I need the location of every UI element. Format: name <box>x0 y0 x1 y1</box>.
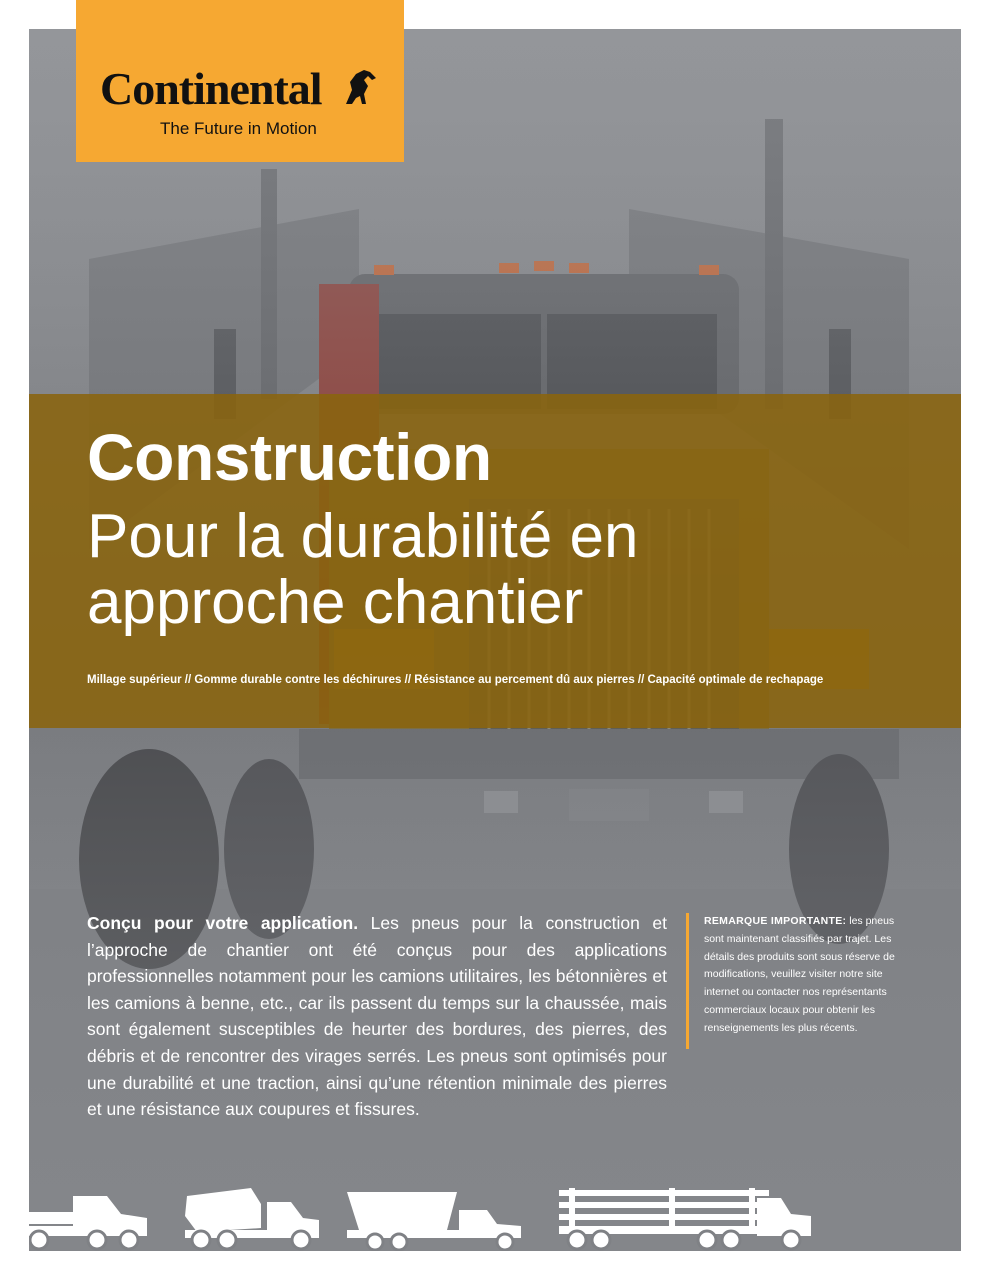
dump-truck-icon <box>347 1192 521 1250</box>
concrete-mixer-icon <box>185 1188 319 1249</box>
description-lead: Conçu pour votre application. <box>87 913 359 933</box>
brand-tagline: The Future in Motion <box>160 119 317 138</box>
page-subtitle: Pour la durabilité en approche chantier <box>87 502 639 637</box>
description-paragraph <box>87 910 667 1123</box>
rearing-horse-icon <box>342 68 380 106</box>
vehicle-icon-row <box>29 1180 961 1251</box>
brand-logo-wordmark: Continental <box>100 63 322 114</box>
page-title: Construction <box>87 420 492 494</box>
title-band <box>29 394 961 728</box>
logo-block <box>76 0 404 162</box>
important-note <box>686 913 914 1049</box>
note-text: les pneus sont maintenant classifiés par trajet. Les détails des produits sont sous réserve de modifications, veuillez visiter notre site internet ou contacter nos représentants commerciaux locaux pour obtenir les renseignements les plus récents. <box>704 915 895 1034</box>
tractor-truck-icon <box>29 1196 147 1249</box>
feature-list: Millage supérieur // Gomme durable contre les déchirures // Résistance au percement dû aux pierres // Capacité optimale de rechapage <box>87 674 824 686</box>
description-text: Les pneus pour la construction et l’approche de chantier ont été conçus pour des applications professionnelles notamment pour les camions utilitaires, les bétonnières et les camions à benne, etc., car ils passent du temps sur la chaussée, mais sont également susceptibles de heurter des bordures, des pierres, des débris et de rencontrer des virages serrés. Les pneus sont optimisés pour une durabilité et une traction, ainsi qu’une rétention minimale des pierres et une résistance aux coupures et fissures. <box>87 913 667 1120</box>
note-lead: REMARQUE IMPORTANTE: <box>704 915 847 927</box>
logging-truck-icon <box>559 1188 811 1249</box>
